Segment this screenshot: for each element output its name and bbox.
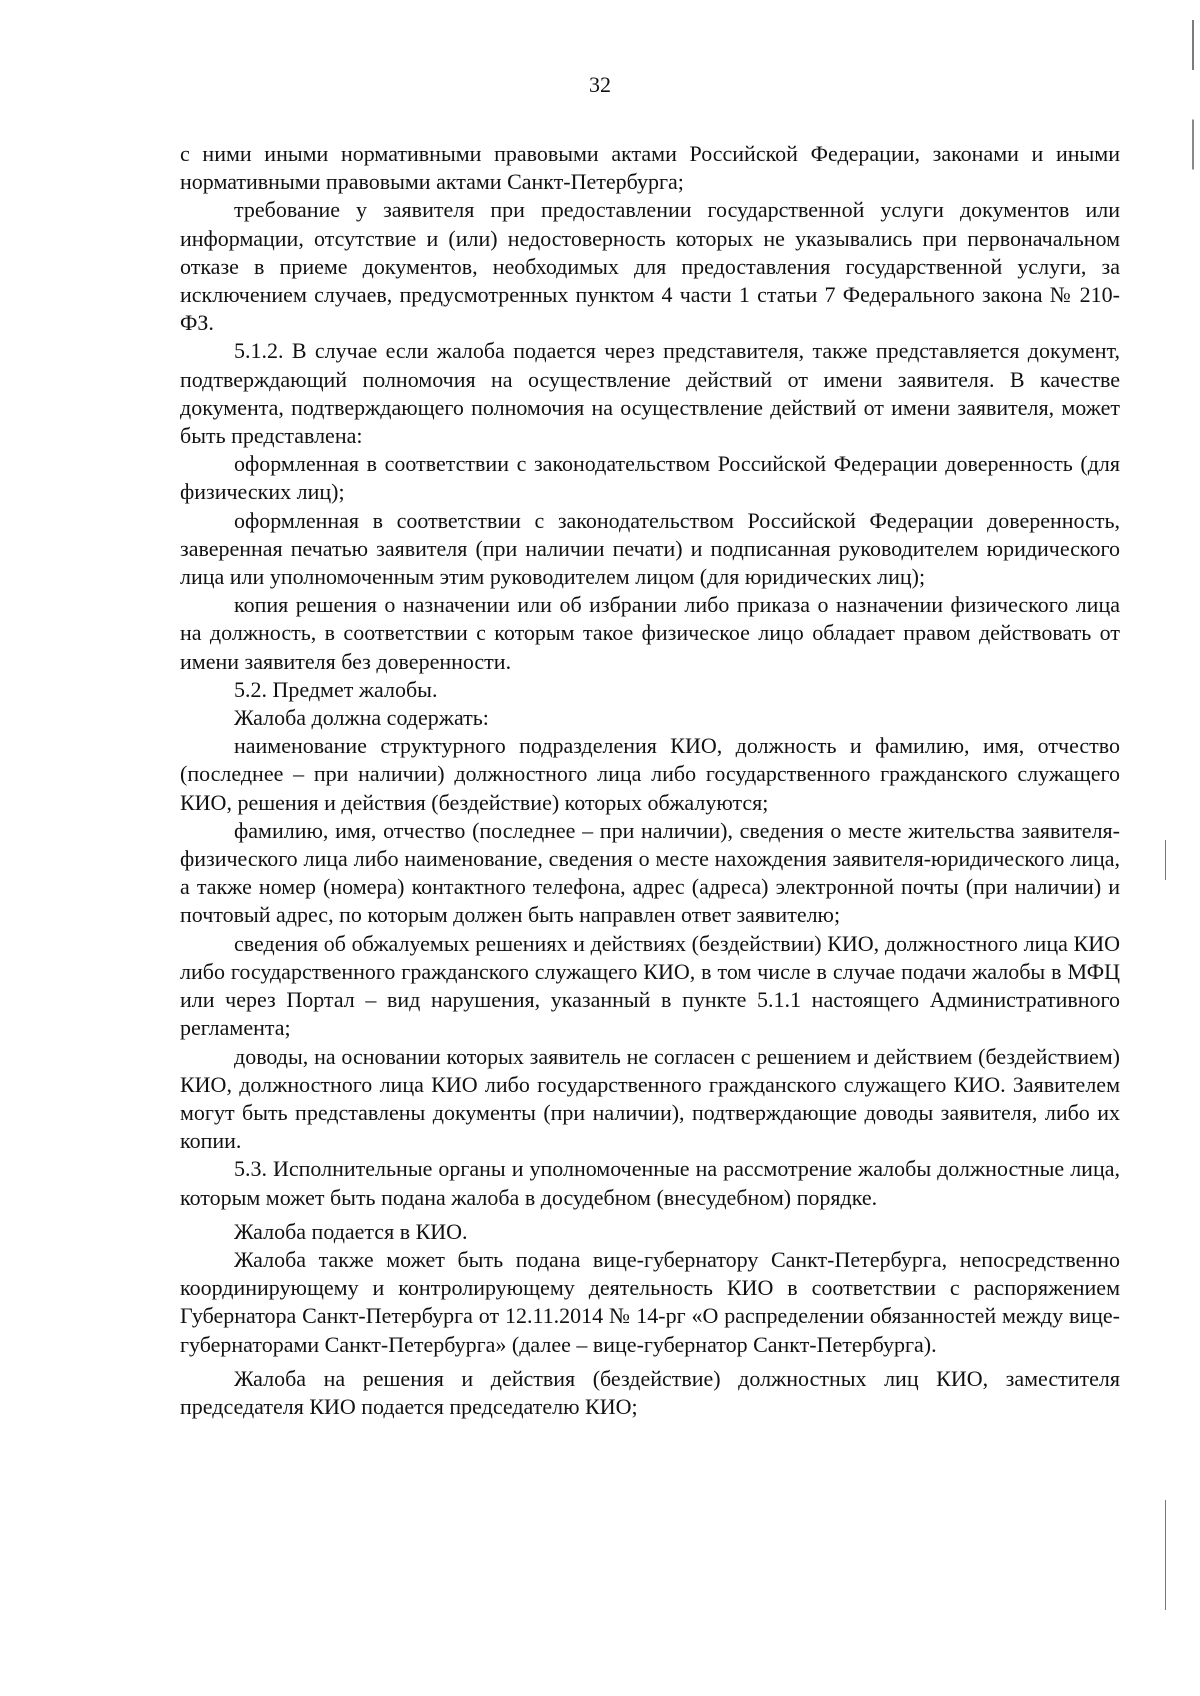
paragraph: оформленная в соответствии с законодательством Российской Федерации доверенность, заверенная печатью заявителя (при наличии печати) и подписанная руководителем юридического лица или уполномоченным этим руководителем лицом (для юридических лиц);: [180, 507, 1120, 590]
scan-edge-mark: [1165, 840, 1166, 880]
paragraph: Жалоба на решения и действия (бездействие) должностных лиц КИО, заместителя председателя КИО подается председателю КИО;: [180, 1365, 1120, 1419]
paragraph: Жалоба также может быть подана вице-губернатору Санкт-Петербурга, непосредственно координирующему и контролирующему деятельность КИО в соответствии с распоряжением Губернатора Санкт-Петербурга от 12.11.2014 № 14-рг «О распределении обязанностей между вице-губернаторами Санкт-Петербурга» (далее – вице-губернатор Санкт-Петербурга).: [180, 1246, 1120, 1357]
document-body: [180, 140, 1120, 1421]
paragraph: Жалоба подается в КИО.: [234, 1218, 468, 1244]
paragraph: Жалоба должна содержать:: [234, 705, 489, 731]
paragraph: требование у заявителя при предоставлении государственной услуги документов или информации, отсутствие и (или) недостоверность которых не указывались при первоначальном отказе в приеме документов, необходимых для предоставления государственной услуги, за исключением случаев, предусмотренных пунктом 4 части 1 статьи 7 Федерального закона № 210-ФЗ.: [180, 197, 1120, 336]
section-heading: 5.3. Исполнительные органы и уполномоченные на рассмотрение жалобы должностные лица, которым может быть подана жалоба в досудебном (внесудебном) порядке.: [180, 1156, 1120, 1210]
section-heading: 5.2. Предмет жалобы.: [234, 676, 438, 702]
paragraph: фамилию, имя, отчество (последнее – при наличии), сведения о месте жительства заявителя-физического лица либо наименование, сведения о месте нахождения заявителя-юридического лица, а также номер (номера) контактного телефона, адрес (адреса) электронной почты (при наличии) и почтовый адрес, по которым должен быть направлен ответ заявителю;: [180, 817, 1120, 928]
scan-edge-line: [1192, 20, 1194, 1680]
paragraph: с ними иными нормативными правовыми актами Российской Федерации, законами и иными нормативными правовыми актами Санкт-Петербурга;: [180, 141, 1120, 195]
paragraph: 5.1.2. В случае если жалоба подается через представителя, также представляется документ, подтверждающий полномочия на осуществление действий от имени заявителя. В качестве документа, подтверждающего полномочия на осуществление действий от имени заявителя, может быть представлена:: [180, 338, 1120, 449]
paragraph: доводы, на основании которых заявитель не согласен с решением и действием (бездействием) КИО, должностного лица КИО либо государственного гражданского служащего КИО. Заявителем могут быть представлены документы (при наличии), подтверждающие доводы заявителя, либо их копии.: [180, 1043, 1120, 1154]
paragraph: копия решения о назначении или об избрании либо приказа о назначении физического лица на должность, в соответствии с которым такое физическое лицо обладает правом действовать от имени заявителя без доверенности.: [180, 592, 1120, 674]
paragraph: сведения об обжалуемых решениях и действиях (бездействии) КИО, должностного лица КИО либо государственного гражданского служащего КИО, в том числе в случае подачи жалобы в МФЦ или через Портал – вид нарушения, указанный в пункте 5.1.1 настоящего Административного регламента;: [180, 930, 1120, 1041]
scan-edge-mark: [1165, 1500, 1166, 1610]
page-number: 32: [589, 72, 611, 97]
paragraph: наименование структурного подразделения КИО, должность и фамилию, имя, отчество (последнее – при наличии) должностного лица либо государственного гражданского служащего КИО, решения и действия (бездействие) которых обжалуются;: [180, 733, 1120, 815]
paragraph: оформленная в соответствии с законодательством Российской Федерации доверенность (для физических лиц);: [180, 451, 1120, 505]
